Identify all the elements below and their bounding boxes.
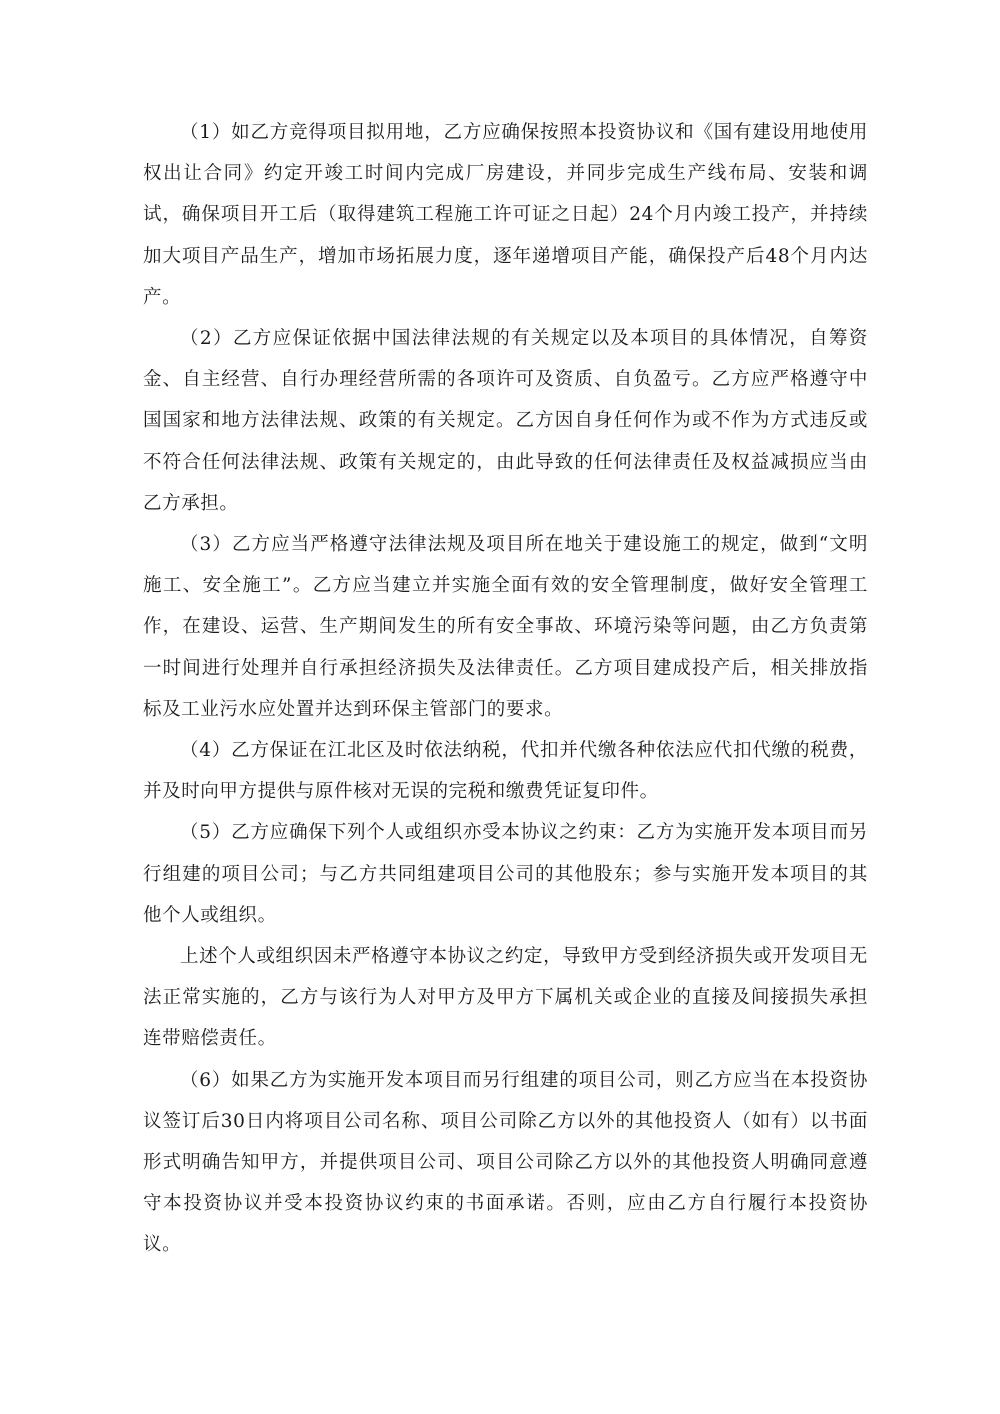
clause-5-paragraph: （5）乙方应确保下列个人或组织亦受本协议之约束：乙方为实施开发本项目而另行组建的项目公司；与乙方共同组建项目公司的其他股东；参与实施开发本项目的其他个人或组织。 <box>143 822 868 926</box>
clause-4-paragraph: （4）乙方保证在江北区及时依法纳税，代扣并代缴各种依法应代扣代缴的税费，并及时向甲方提供与原件核对无误的完税和缴费凭证复印件。 <box>143 740 868 803</box>
clause-3-paragraph: （3）乙方应当严格遵守法律法规及项目所在地关于建设施工的规定，做到“文明施工、安全施工”。乙方应当建立并实施全面有效的安全管理制度，做好安全管理工作，在建设、运营、生产期间发生的所有安全事故、环境污染等问题，由乙方负责第一时间进行处理并自行承担经济损失及法律责任。乙方项目建成投产后，相关排放指标及工业污水应处置并达到环保主管部门的要求。 <box>143 534 868 720</box>
clause-1-paragraph: （1）如乙方竞得项目拟用地，乙方应确保按照本投资协议和《国有建设用地使用权出让合同》约定开竣工时间内完成厂房建设，并同步完成生产线布局、安装和调试，确保项目开工后（取得建筑工程施工许可证之日起）24个月内竣工投产，并持续加大项目产品生产，增加市场拓展力度，逐年递增项目产能，确保投产后48个月内达产。 <box>143 122 868 308</box>
clause-2-paragraph: （2）乙方应保证依据中国法律法规的有关规定以及本项目的具体情况，自筹资金、自主经营、自行办理经营所需的各项许可及资质、自负盈亏。乙方应严格遵守中国国家和地方法律法规、政策的有关规定。乙方因自身任何作为或不作为方式违反或不符合任何法律法规、政策有关规定的，由此导致的任何法律责任及权益减损应当由乙方承担。 <box>143 328 868 514</box>
clause-6-paragraph: （6）如果乙方为实施开发本项目而另行组建的项目公司，则乙方应当在本投资协议签订后30日内将项目公司名称、项目公司除乙方以外的其他投资人（如有）以书面形式明确告知甲方，并提供项目公司、项目公司除乙方以外的其他投资人明确同意遵守本投资协议并受本投资协议约束的书面承诺。否则，应由乙方自行履行本投资协议。 <box>143 1069 868 1256</box>
liability-paragraph: 上述个人或组织因未严格遵守本协议之约定，导致甲方受到经济损失或开发项目无法正常实施的，乙方与该行为人对甲方及甲方下属机关或企业的直接及间接损失承担连带赔偿责任。 <box>143 946 868 1050</box>
